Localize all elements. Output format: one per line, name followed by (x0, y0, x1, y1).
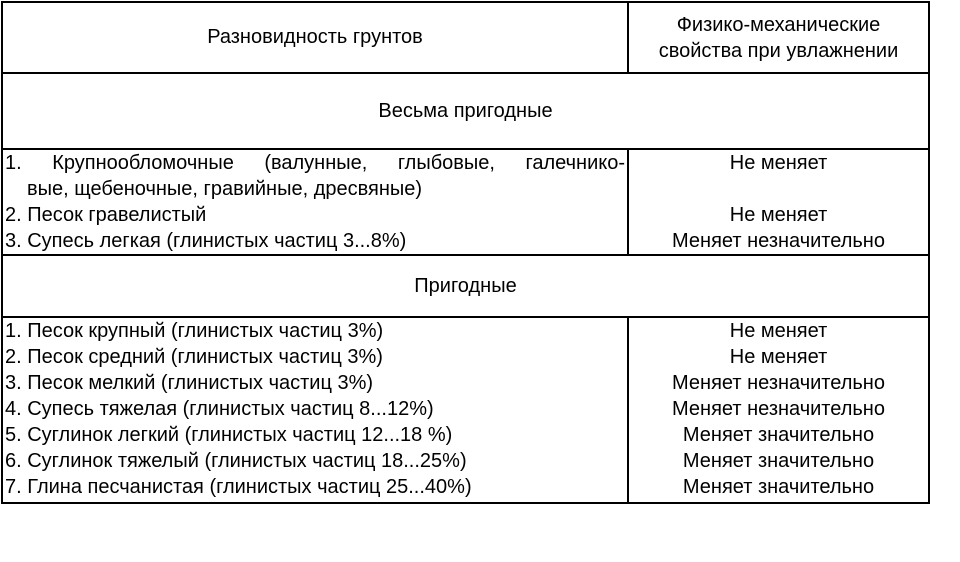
list-item: 3. Песок мелкий (глинистых частиц 3%) (5, 372, 374, 394)
property-value: Меняет незначительно (672, 372, 885, 394)
table-header-row (2, 2, 929, 73)
property-value: Не меняет (729, 346, 828, 368)
list-item: 2. Песок средний (глинистых частиц 3%) (5, 346, 383, 368)
property-value: Меняет значительно (682, 450, 875, 472)
list-item: 1. Крупнообломочные (валунные, глыбовые, галечнико- (5, 152, 626, 174)
properties-list-suitable (628, 317, 929, 503)
header-soil-type: Разновидность грунтов (2, 2, 628, 73)
section-row-suitable (2, 255, 929, 317)
list-item: 6. Суглинок тяжелый (глинистых частиц 18...25%) (5, 450, 467, 472)
property-value: Меняет незначительно (672, 230, 885, 252)
group-row-suitable (2, 317, 929, 503)
properties-list-very-suitable (628, 149, 929, 255)
property-value: Меняет значительно (682, 424, 875, 446)
header-properties-line-2: свойства при увлажнении (658, 39, 899, 62)
list-item: 7. Глина песчанистая (глинистых частиц 25...40%) (5, 476, 472, 498)
property-value: Меняет значительно (682, 476, 875, 498)
soil-list-suitable (2, 317, 628, 503)
list-item: 5. Суглинок легкий (глинистых частиц 12...18 %) (5, 424, 453, 446)
header-properties-line-1: Физико-механические (676, 13, 881, 36)
property-value: Меняет незначительно (672, 398, 885, 420)
property-value: Не меняет (729, 152, 828, 174)
property-value: Не меняет (729, 204, 828, 226)
list-item: 3. Супесь легкая (глинистых частиц 3...8%) (5, 230, 407, 252)
section-row-very-suitable (2, 73, 929, 149)
list-item: 2. Песок гравелистый (5, 204, 207, 226)
list-item: 1. Песок крупный (глинистых частиц 3%) (5, 320, 384, 342)
group-row-very-suitable (2, 149, 929, 255)
property-value: Не меняет (729, 320, 828, 342)
header-properties (628, 2, 929, 73)
section-title-very-suitable: Весьма пригодные (2, 73, 929, 149)
section-title-suitable: Пригодные (2, 255, 929, 317)
soil-suitability-table (1, 1, 930, 504)
soil-list-very-suitable (2, 149, 628, 255)
list-item-continuation: вые, щебеночные, гравийные, дресвяные) (27, 178, 423, 200)
list-item: 4. Супесь тяжелая (глинистых частиц 8...12%) (5, 398, 434, 420)
